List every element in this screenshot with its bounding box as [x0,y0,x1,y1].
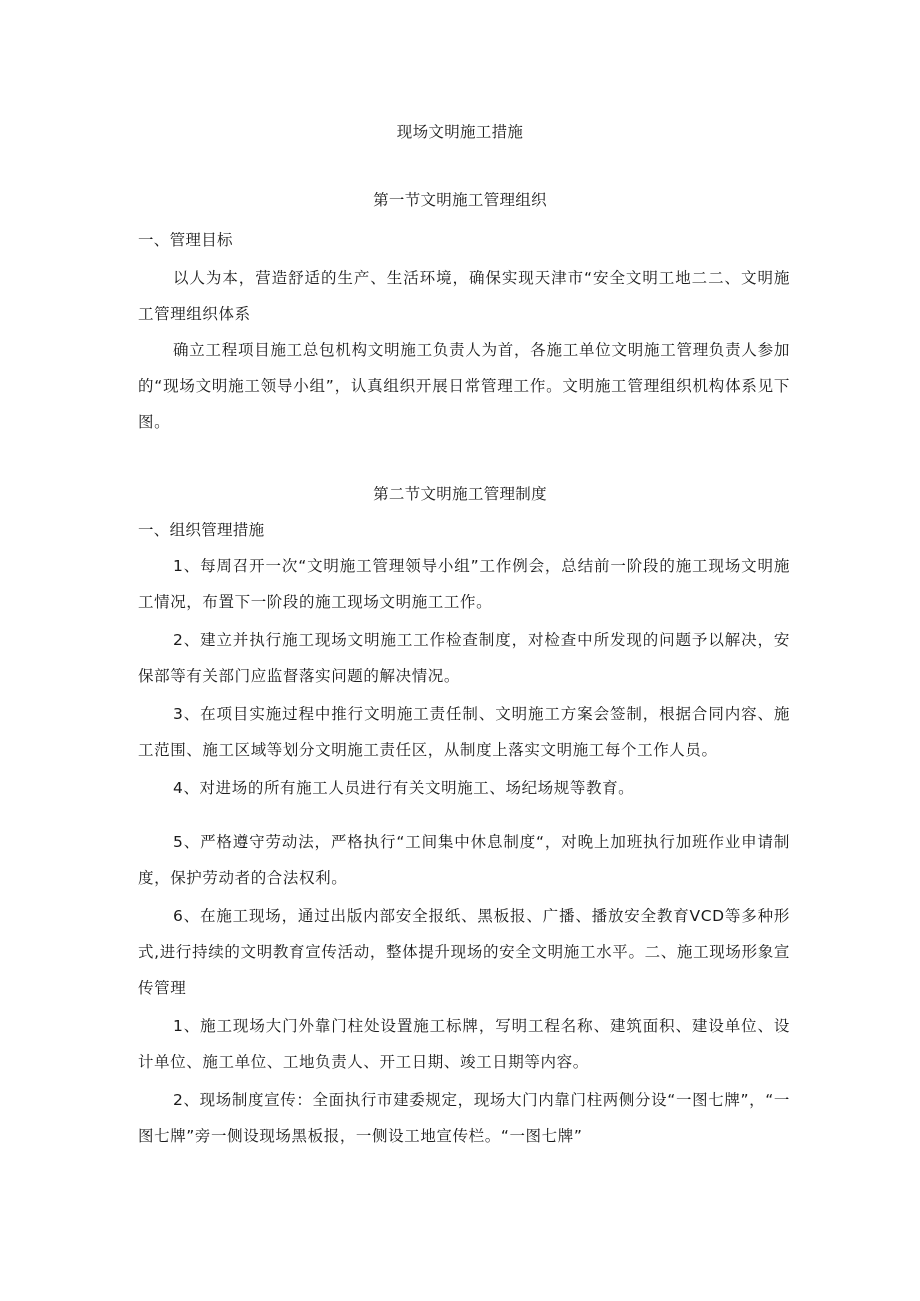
section-1-paragraph-1: 以人为本，营造舒适的生产、生活环境，确保实现天津市“安全文明工地二二、文明施工管理组织体系 [138,269,790,323]
list-item: 6、在施工现场，通过出版内部安全报纸、黑板报、广播、播放安全教育VCD等多种形式,进行持续的文明教育宣传活动，整体提升现场的安全文明施工水平。二、施工现场形象宣传管理 [138,907,790,997]
list-item: 4、对进场的所有施工人员进行有关文明施工、场纪场规等教育。 [173,779,635,797]
section-1-heading: 一、管理目标 [138,231,233,249]
list-item: 3、在项目实施过程中推行文明施工责任制、文明施工方案会签制，根据合同内容、施工范围、施工区域等划分文明施工责任区，从制度上落实文明施工每个工作人员。 [138,705,790,759]
section-2-heading: 一、组织管理措施 [138,521,265,539]
section-1-title: 第一节文明施工管理组织 [373,191,547,209]
section-2-title: 第二节文明施工管理制度 [373,485,547,503]
document-title: 现场文明施工措施 [396,123,524,141]
list-item: 2、现场制度宣传：全面执行市建委规定，现场大门内靠门柱两侧分设“一图七牌”，“一图七牌”旁一侧设现场黑板报，一侧设工地宣传栏。“一图七牌” [138,1091,790,1145]
list-item: 1、每周召开一次“文明施工管理领导小组”工作例会，总结前一阶段的施工现场文明施工情况，布置下一阶段的施工现场文明施工工作。 [138,557,790,611]
list-item: 5、严格遵守劳动法，严格执行“工间集中休息制度“，对晚上加班执行加班作业申请制度，保护劳动者的合法权利。 [138,833,790,887]
section-1-paragraph-2: 确立工程项目施工总包机构文明施工负责人为首，各施工单位文明施工管理负责人参加的“现场文明施工领导小组”，认真组织开展日常管理工作。文明施工管理组织机构体系见下图。 [138,341,790,431]
list-item: 1、施工现场大门外靠门柱处设置施工标牌，写明工程名称、建筑面积、建设单位、设计单位、施工单位、工地负责人、开工日期、竣工日期等内容。 [138,1017,790,1071]
list-item: 2、建立并执行施工现场文明施工工作检查制度，对检查中所发现的问题予以解决，安保部等有关部门应监督落实问题的解决情况。 [138,631,790,685]
